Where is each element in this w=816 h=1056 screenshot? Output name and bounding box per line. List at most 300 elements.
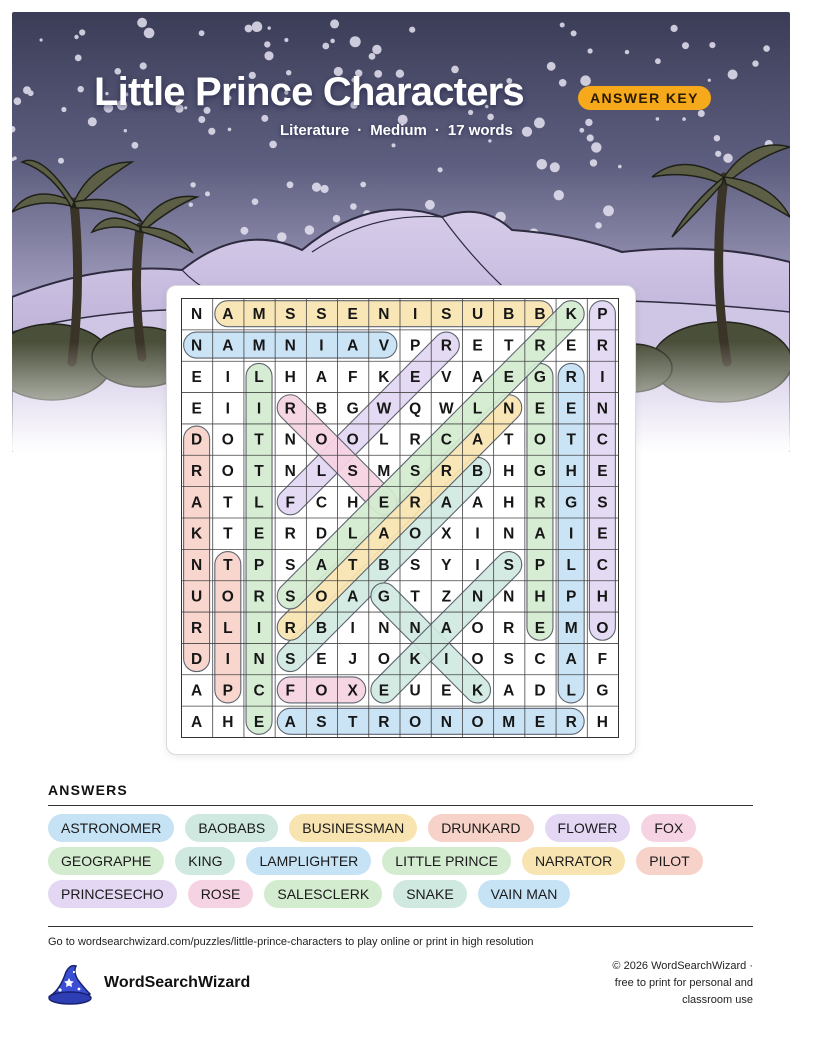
star-shape	[671, 25, 678, 32]
star-shape	[372, 45, 381, 54]
grid-letter: T	[504, 431, 514, 449]
grid-letter: S	[285, 651, 296, 669]
grid-letter: R	[440, 462, 452, 480]
grid-letter: K	[409, 651, 421, 669]
grid-letter: R	[378, 713, 390, 731]
star-shape	[13, 156, 17, 160]
grid-letter: H	[596, 588, 608, 606]
star-shape	[252, 198, 259, 205]
grid-letter: I	[569, 525, 574, 543]
star-shape	[321, 185, 329, 193]
star-shape	[330, 19, 339, 28]
puzzle-meta	[280, 122, 513, 139]
grid-letter: L	[566, 682, 576, 700]
star-shape	[199, 30, 205, 36]
star-shape	[61, 107, 66, 112]
star-shape	[88, 117, 97, 126]
grid-letter: A	[315, 557, 328, 575]
grid-letter: N	[503, 400, 515, 418]
grid-letter: L	[254, 368, 264, 386]
answer-chip: DRUNKARD	[428, 814, 533, 842]
answer-chip: LAMPLIGHTER	[246, 847, 371, 875]
grid-letter: L	[379, 431, 389, 449]
grid-letter: N	[284, 337, 296, 355]
grid-letter: E	[191, 368, 202, 386]
grid-letter: O	[221, 431, 234, 449]
grid-letter: P	[597, 306, 608, 324]
divider	[48, 805, 753, 806]
star-shape	[591, 142, 601, 152]
grid-letter: A	[347, 588, 359, 606]
grid-letter: E	[347, 306, 358, 324]
star-shape	[656, 117, 660, 121]
grid-letter: N	[284, 431, 296, 449]
grid-letter: A	[503, 682, 515, 700]
grid-letter: N	[503, 525, 515, 543]
grid-letter: U	[471, 306, 484, 324]
grid-letter: X	[441, 525, 452, 543]
grid-letter: N	[378, 306, 390, 324]
grid-letter: E	[316, 651, 327, 669]
answer-chip: PRINCESECHO	[48, 880, 177, 908]
star-shape	[714, 135, 720, 141]
grid-letter: H	[347, 494, 359, 512]
star-shape	[603, 205, 614, 216]
grid-letter: C	[440, 431, 452, 449]
grid-letter: X	[347, 682, 358, 700]
star-shape	[23, 86, 31, 94]
grid-letter: I	[412, 306, 418, 324]
star-shape	[132, 142, 139, 149]
grid-letter: R	[596, 337, 608, 355]
answer-chip: SALESCLERK	[264, 880, 382, 908]
star-shape	[571, 30, 577, 36]
star-shape	[58, 158, 64, 164]
star-shape	[350, 203, 357, 210]
star-shape	[330, 39, 335, 44]
star-shape	[264, 41, 270, 47]
star-shape	[763, 45, 770, 52]
grid-letter: D	[191, 651, 203, 669]
grid-letter: R	[253, 588, 265, 606]
grid-letter: R	[534, 494, 546, 512]
grid-letter: S	[503, 557, 514, 575]
star-shape	[14, 97, 22, 105]
grid-letter: L	[566, 557, 576, 575]
grid-letter: R	[409, 494, 421, 512]
grid-letter: K	[565, 306, 577, 324]
answer-chip: PILOT	[636, 847, 702, 875]
answer-highlight	[246, 363, 272, 734]
grid-letter: L	[254, 494, 264, 512]
grid-letter: L	[316, 462, 327, 480]
page-title: Little Prince Characters	[94, 70, 524, 114]
star-shape	[305, 225, 314, 234]
grid-letter: O	[471, 713, 484, 731]
grid-letter: S	[597, 494, 608, 512]
grid-letter: A	[284, 713, 296, 731]
star-shape	[228, 128, 232, 132]
grid-letter: R	[440, 337, 452, 355]
grid-letter: E	[597, 525, 608, 543]
grid-letter: N	[471, 588, 484, 606]
grid-letter: S	[409, 557, 421, 575]
grid-letter: O	[221, 462, 234, 480]
star-shape	[205, 191, 210, 196]
grid-letter: P	[253, 557, 265, 575]
grid-letter: O	[315, 431, 328, 449]
grid-letter: H	[565, 462, 577, 480]
star-shape	[75, 55, 82, 62]
grid-letter: A	[471, 431, 484, 449]
star-shape	[588, 48, 593, 53]
answer-chip: ASTRONOMER	[48, 814, 174, 842]
grid-letter: K	[191, 525, 203, 543]
grid-letter: O	[409, 525, 422, 543]
grid-letter: T	[254, 462, 264, 480]
grid-letter: C	[534, 651, 546, 669]
grid-letter: O	[315, 682, 328, 700]
star-shape	[252, 21, 263, 32]
grid-letter: K	[378, 368, 390, 386]
grid-letter: B	[378, 557, 390, 575]
grid-letter: A	[471, 494, 484, 512]
meta-separator: ·	[357, 122, 363, 139]
star-shape	[369, 53, 376, 60]
grid-letter: I	[256, 619, 262, 637]
grid-letter: B	[471, 462, 484, 480]
grid-letter: R	[409, 431, 421, 449]
star-shape	[261, 115, 268, 122]
star-shape	[312, 183, 321, 192]
star-shape	[709, 42, 715, 48]
star-shape	[547, 62, 556, 71]
grid-letter: Y	[441, 557, 452, 575]
grid-letter: L	[472, 400, 483, 418]
star-shape	[264, 51, 273, 60]
grid-letter: A	[191, 713, 203, 731]
grid-letter: I	[225, 368, 230, 386]
star-shape	[682, 117, 686, 121]
grid-letter: K	[471, 682, 484, 700]
grid-letter: C	[596, 431, 608, 449]
grid-letter: S	[347, 462, 358, 480]
star-shape	[595, 222, 602, 229]
grid-letter: F	[347, 368, 358, 386]
grid-letter: A	[378, 525, 390, 543]
answers-heading: ANSWERS	[48, 782, 128, 798]
star-shape	[284, 38, 288, 42]
grid-letter: V	[441, 368, 452, 386]
grid-letter: R	[284, 525, 296, 543]
grid-letter: E	[378, 494, 390, 512]
grid-letter: O	[533, 431, 546, 449]
grid-letter: E	[253, 525, 265, 543]
grid-letter: T	[223, 494, 233, 512]
grid-letter: B	[534, 306, 546, 324]
grid-letter: N	[191, 337, 203, 355]
star-shape	[322, 43, 329, 50]
grid-letter: A	[471, 368, 484, 386]
star-shape	[350, 36, 361, 47]
grid-letter: I	[319, 337, 324, 355]
star-shape	[198, 116, 205, 123]
grid-letter: N	[440, 713, 452, 731]
grid-letter: I	[600, 368, 605, 386]
copyright-text	[553, 958, 753, 1009]
puzzle-grid	[181, 298, 619, 738]
star-shape	[409, 27, 415, 33]
star-shape	[537, 159, 548, 170]
grid-letter: W	[376, 400, 392, 418]
answer-chip: ROSE	[188, 880, 254, 908]
star-shape	[752, 60, 758, 66]
star-shape	[189, 203, 193, 207]
grid-letter: A	[222, 337, 234, 355]
grid-letter: P	[409, 337, 421, 355]
grid-letter: M	[502, 713, 516, 731]
grid-letter: R	[503, 619, 515, 637]
grid-letter: M	[252, 306, 266, 324]
star-shape	[585, 119, 592, 126]
grid-letter: C	[253, 682, 265, 700]
star-shape	[392, 143, 396, 147]
grid-letter: T	[223, 525, 233, 543]
grid-letter: N	[503, 588, 515, 606]
word-count-label: 17 words	[447, 122, 513, 139]
star-shape	[124, 129, 127, 132]
grid-letter: R	[565, 368, 577, 386]
grid-letter: N	[253, 651, 265, 669]
star-shape	[79, 29, 85, 35]
grid-letter: B	[315, 619, 328, 637]
answer-chip: BAOBABS	[185, 814, 278, 842]
grid-letter: A	[315, 368, 328, 386]
grid-letter: A	[191, 494, 203, 512]
answer-chip: BUSINESSMAN	[289, 814, 417, 842]
grid-letter: E	[534, 619, 546, 637]
grid-letter: S	[503, 651, 514, 669]
brand-name: WordSearchWizard	[104, 974, 251, 991]
grid-letter: I	[475, 525, 480, 543]
grid-letter: R	[565, 713, 577, 731]
grid-letter: F	[597, 651, 608, 669]
answer-chip: FOX	[641, 814, 696, 842]
grid-letter: E	[597, 462, 608, 480]
star-shape	[708, 79, 711, 82]
grid-letter: U	[409, 682, 421, 700]
grid-letter: S	[316, 306, 327, 324]
answers-list	[48, 814, 753, 908]
star-shape	[269, 141, 277, 149]
grid-letter: O	[409, 713, 422, 731]
star-shape	[715, 151, 721, 157]
grid-letter: A	[440, 494, 452, 512]
star-shape	[268, 26, 271, 29]
grid-letter: E	[441, 682, 452, 700]
grid-letter: G	[533, 462, 546, 480]
star-shape	[438, 167, 443, 172]
grid-letter: I	[225, 651, 230, 669]
grid-letter: T	[504, 337, 514, 355]
star-shape	[333, 215, 341, 223]
grid-letter: A	[565, 651, 577, 669]
star-shape	[360, 182, 366, 188]
grid-letter: H	[284, 368, 296, 386]
grid-letter: E	[566, 400, 577, 418]
grid-letter: G	[346, 400, 359, 418]
grid-letter: I	[256, 400, 262, 418]
grid-letter: N	[596, 400, 608, 418]
grid-letter: T	[254, 431, 264, 449]
answer-chip: SNAKE	[393, 880, 466, 908]
grid-letter: H	[222, 713, 234, 731]
grid-letter: F	[285, 494, 295, 512]
grid-letter: N	[409, 619, 421, 637]
grid-letter: F	[285, 682, 295, 700]
answer-chip: FLOWER	[545, 814, 631, 842]
grid-letter: O	[471, 651, 484, 669]
grid-letter: R	[284, 619, 296, 637]
grid-letter: L	[223, 619, 233, 637]
star-shape	[287, 181, 294, 188]
grid-letter: H	[503, 462, 515, 480]
grid-letter: N	[378, 619, 390, 637]
grid-letter: S	[285, 557, 296, 575]
grid-letter: M	[564, 619, 578, 637]
star-shape	[655, 58, 661, 64]
grid-letter: S	[441, 306, 452, 324]
grid-letter: I	[350, 619, 355, 637]
copyright-line: classroom use	[682, 994, 753, 1006]
star-shape	[590, 159, 597, 166]
star-shape	[74, 35, 78, 39]
star-shape	[554, 190, 564, 200]
grid-letter: R	[534, 337, 546, 355]
grid-letter: V	[378, 337, 390, 355]
grid-letter: N	[191, 306, 203, 324]
grid-letter: E	[566, 337, 577, 355]
grid-letter: G	[596, 682, 609, 700]
star-shape	[425, 200, 435, 210]
answer-chip: GEOGRAPHE	[48, 847, 164, 875]
grid-letter: C	[596, 557, 608, 575]
answer-chip: VAIN MAN	[478, 880, 571, 908]
star-shape	[560, 23, 565, 28]
grid-letter: Q	[409, 400, 422, 418]
star-shape	[682, 42, 689, 49]
star-shape	[524, 128, 528, 132]
answer-key-badge: ANSWER KEY	[578, 86, 711, 110]
star-shape	[78, 86, 84, 92]
grid-letter: E	[253, 713, 265, 731]
grid-letter: S	[285, 588, 296, 606]
grid-letter: B	[315, 400, 328, 418]
grid-letter: A	[440, 619, 452, 637]
star-shape	[488, 139, 491, 142]
grid-letter: G	[377, 588, 390, 606]
star-shape	[245, 25, 253, 33]
grid-letter: G	[565, 494, 578, 512]
meta-separator: ·	[434, 122, 440, 139]
grid-letter: O	[221, 588, 234, 606]
star-shape	[190, 182, 195, 187]
star-shape	[137, 18, 147, 28]
star-shape	[698, 110, 705, 117]
grid-letter: A	[534, 525, 546, 543]
copyright-line: © 2026 WordSearchWizard ·	[612, 960, 753, 972]
grid-letter: E	[378, 682, 390, 700]
grid-letter: T	[566, 431, 576, 449]
star-shape	[241, 227, 249, 235]
grid-letter: W	[438, 400, 454, 418]
grid-letter: Z	[441, 588, 452, 606]
star-shape	[550, 162, 560, 172]
grid-letter: H	[534, 588, 546, 606]
grid-letter: E	[191, 400, 202, 418]
grid-letter: R	[191, 619, 203, 637]
grid-letter: I	[444, 651, 449, 669]
grid-letter: T	[410, 588, 420, 606]
grid-letter: T	[347, 713, 358, 731]
grid-letter: E	[534, 400, 546, 418]
star-shape	[723, 154, 732, 163]
grid-letter: J	[348, 651, 357, 669]
copyright-line: free to print for personal and	[614, 977, 753, 989]
answer-chip: LITTLE PRINCE	[382, 847, 511, 875]
grid-letter: O	[596, 619, 609, 637]
grid-letter: D	[534, 682, 546, 700]
star-shape	[587, 134, 594, 141]
grid-letter: B	[503, 306, 515, 324]
grid-letter: E	[409, 368, 421, 386]
answer-chip: KING	[175, 847, 235, 875]
star-shape	[144, 28, 155, 39]
star-shape	[580, 75, 591, 86]
star-shape	[625, 50, 629, 54]
grid-letter: T	[223, 557, 233, 575]
grid-letter: H	[503, 494, 515, 512]
grid-letter: S	[316, 713, 327, 731]
star-shape	[208, 128, 215, 135]
grid-letter: A	[347, 337, 359, 355]
grid-letter: T	[347, 557, 358, 575]
star-shape	[559, 79, 567, 87]
star-shape	[40, 38, 43, 41]
grid-letter: P	[566, 588, 577, 606]
grid-letter: A	[191, 682, 203, 700]
grid-letter: S	[285, 306, 296, 324]
star-shape	[277, 232, 287, 242]
grid-letter: P	[222, 682, 233, 700]
answer-highlight-pill	[246, 363, 272, 734]
grid-letter: O	[377, 651, 390, 669]
star-shape	[728, 70, 738, 80]
grid-letter: R	[284, 400, 296, 418]
grid-letter: L	[347, 525, 358, 543]
star-shape	[579, 128, 584, 133]
grid-letter: E	[472, 337, 483, 355]
grid-letter: N	[284, 462, 296, 480]
grid-letter: S	[409, 462, 421, 480]
divider	[48, 926, 753, 927]
category-label: Literature	[280, 122, 350, 139]
grid-letter: D	[191, 431, 203, 449]
grid-letter: E	[534, 713, 546, 731]
footer-url-text: Go to wordsearchwizard.com/puzzles/little-prince-characters to play online or print in high resolution	[48, 936, 534, 948]
grid-letter: I	[225, 400, 230, 418]
grid-letter: P	[534, 557, 546, 575]
